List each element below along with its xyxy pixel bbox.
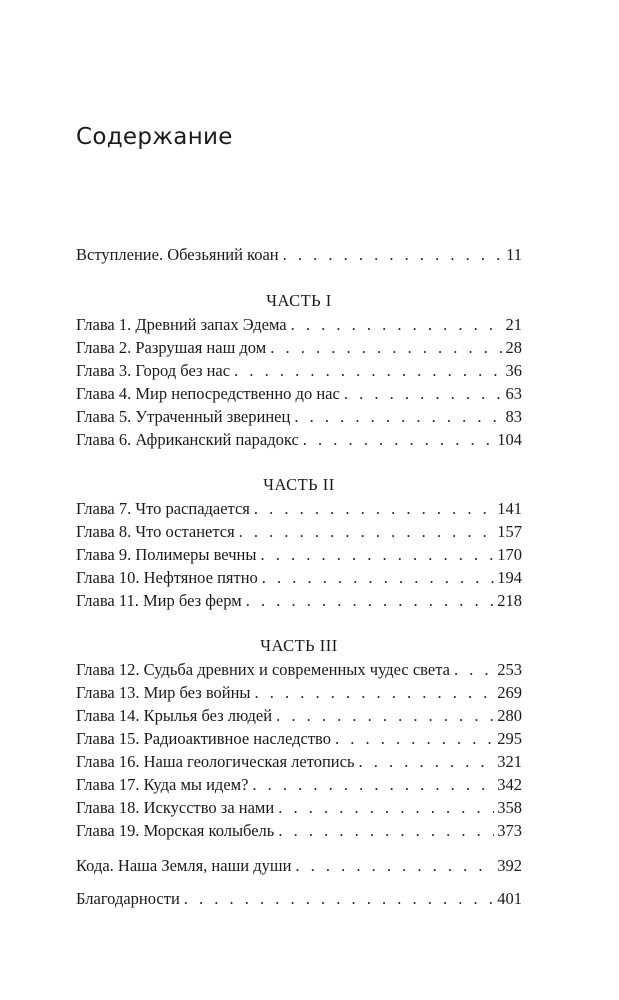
part-heading-3: ЧАСТЬ III [260,636,338,655]
toc-entry-title: Глава 17. Куда мы идем? [76,775,249,794]
toc-entry-title: Глава 4. Мир непосредственно до нас [76,384,340,403]
dot-leader [344,383,503,405]
toc-entry-coda[interactable] [76,855,522,877]
toc-entry-chapter-12[interactable] [76,659,522,681]
toc-entry-page: 104 [497,430,522,449]
dot-leader [260,544,494,566]
toc-entry-chapter-3[interactable] [76,360,522,382]
toc-entry-title: Глава 18. Искусство за нами [76,798,275,817]
toc-entry-title: Глава 16. Наша геологическая летопись [76,752,355,771]
dot-leader [276,705,494,727]
part-heading-2: ЧАСТЬ II [263,475,335,494]
toc-entry-page: 63 [505,384,522,403]
toc-entry-page: 157 [497,522,522,541]
toc-entry-title: Кода. Наша Земля, наши души [76,856,292,875]
toc-entry-title: Глава 11. Мир без ферм [76,591,242,610]
toc-entry-acknowledgements[interactable] [76,888,522,910]
toc-entry-chapter-19[interactable] [76,820,522,842]
toc-entry-page: 218 [497,591,522,610]
toc-entry-page: 342 [497,775,522,794]
toc-entry-chapter-7[interactable] [76,498,522,520]
dot-leader [283,244,503,266]
toc-entry-chapter-1[interactable] [76,314,522,336]
dot-leader [278,797,494,819]
dot-leader [294,406,502,428]
toc-entry-chapter-5[interactable] [76,406,522,428]
toc-entry-chapter-11[interactable] [76,590,522,612]
toc-entry-page: 401 [497,889,522,908]
toc-entry-page: 321 [497,752,522,771]
toc-entry-title: Глава 10. Нефтяное пятно [76,568,258,587]
toc-entry-chapter-17[interactable] [76,774,522,796]
toc-entry-chapter-14[interactable] [76,705,522,727]
toc-entry-chapter-4[interactable] [76,383,522,405]
toc-entry-intro[interactable] [76,244,522,266]
toc-entry-page: 392 [497,856,522,875]
toc-entry-title: Глава 13. Мир без войны [76,683,251,702]
dot-leader [239,521,495,543]
toc-entry-title: Глава 6. Африканский парадокс [76,430,299,449]
toc-entry-page: 253 [497,660,522,679]
dot-leader [278,820,494,842]
dot-leader [252,774,494,796]
toc-entry-page: 36 [505,361,522,380]
toc-entry-page: 269 [497,683,522,702]
dot-leader [454,659,494,681]
page-title: Содержание [76,124,233,150]
toc-entry-title: Вступление. Обезьяний коан [76,245,279,264]
dot-leader [303,429,494,451]
toc-entry-page: 11 [506,245,522,264]
toc-entry-page: 141 [497,499,522,518]
toc-entry-chapter-18[interactable] [76,797,522,819]
toc-entry-title: Глава 15. Радиоактивное наследство [76,729,331,748]
toc-entry-page: 83 [505,407,522,426]
dot-leader [246,590,495,612]
dot-leader [270,337,502,359]
toc-entry-chapter-9[interactable] [76,544,522,566]
toc-entry-chapter-15[interactable] [76,728,522,750]
toc-entry-page: 280 [497,706,522,725]
dot-leader [255,682,495,704]
dot-leader [254,498,494,520]
toc-entry-title: Благодарности [76,889,180,908]
toc-entry-chapter-16[interactable] [76,751,522,773]
toc-entry-page: 373 [497,821,522,840]
toc-entry-title: Глава 2. Разрушая наш дом [76,338,267,357]
toc-entry-page: 170 [497,545,522,564]
dot-leader [184,888,494,910]
toc-entry-chapter-10[interactable] [76,567,522,589]
toc-entry-chapter-13[interactable] [76,682,522,704]
dot-leader [335,728,494,750]
toc-entry-title: Глава 7. Что распадается [76,499,250,518]
dot-leader [358,751,494,773]
toc-entry-title: Глава 14. Крылья без людей [76,706,273,725]
toc-entry-page: 194 [497,568,522,587]
toc-entry-chapter-2[interactable] [76,337,522,359]
toc-entry-title: Глава 19. Морская колыбель [76,821,275,840]
toc-entry-title: Глава 1. Древний запах Эдема [76,315,287,334]
toc-entry-page: 295 [497,729,522,748]
toc-entry-page: 28 [505,338,522,357]
toc-entry-page: 21 [505,315,522,334]
toc-entry-title: Глава 12. Судьба древних и современных чудес света [76,660,450,679]
toc-entry-title: Глава 8. Что останется [76,522,235,541]
toc-entry-chapter-8[interactable] [76,521,522,543]
part-heading-1: ЧАСТЬ I [266,291,332,310]
toc-entry-chapter-6[interactable] [76,429,522,451]
toc-entry-page: 358 [497,798,522,817]
dot-leader [262,567,494,589]
dot-leader [295,855,494,877]
dot-leader [234,360,502,382]
dot-leader [291,314,503,336]
toc-entry-title: Глава 9. Полимеры вечны [76,545,257,564]
toc-entry-title: Глава 5. Утраченный зверинец [76,407,291,426]
toc-entry-title: Глава 3. Город без нас [76,361,231,380]
